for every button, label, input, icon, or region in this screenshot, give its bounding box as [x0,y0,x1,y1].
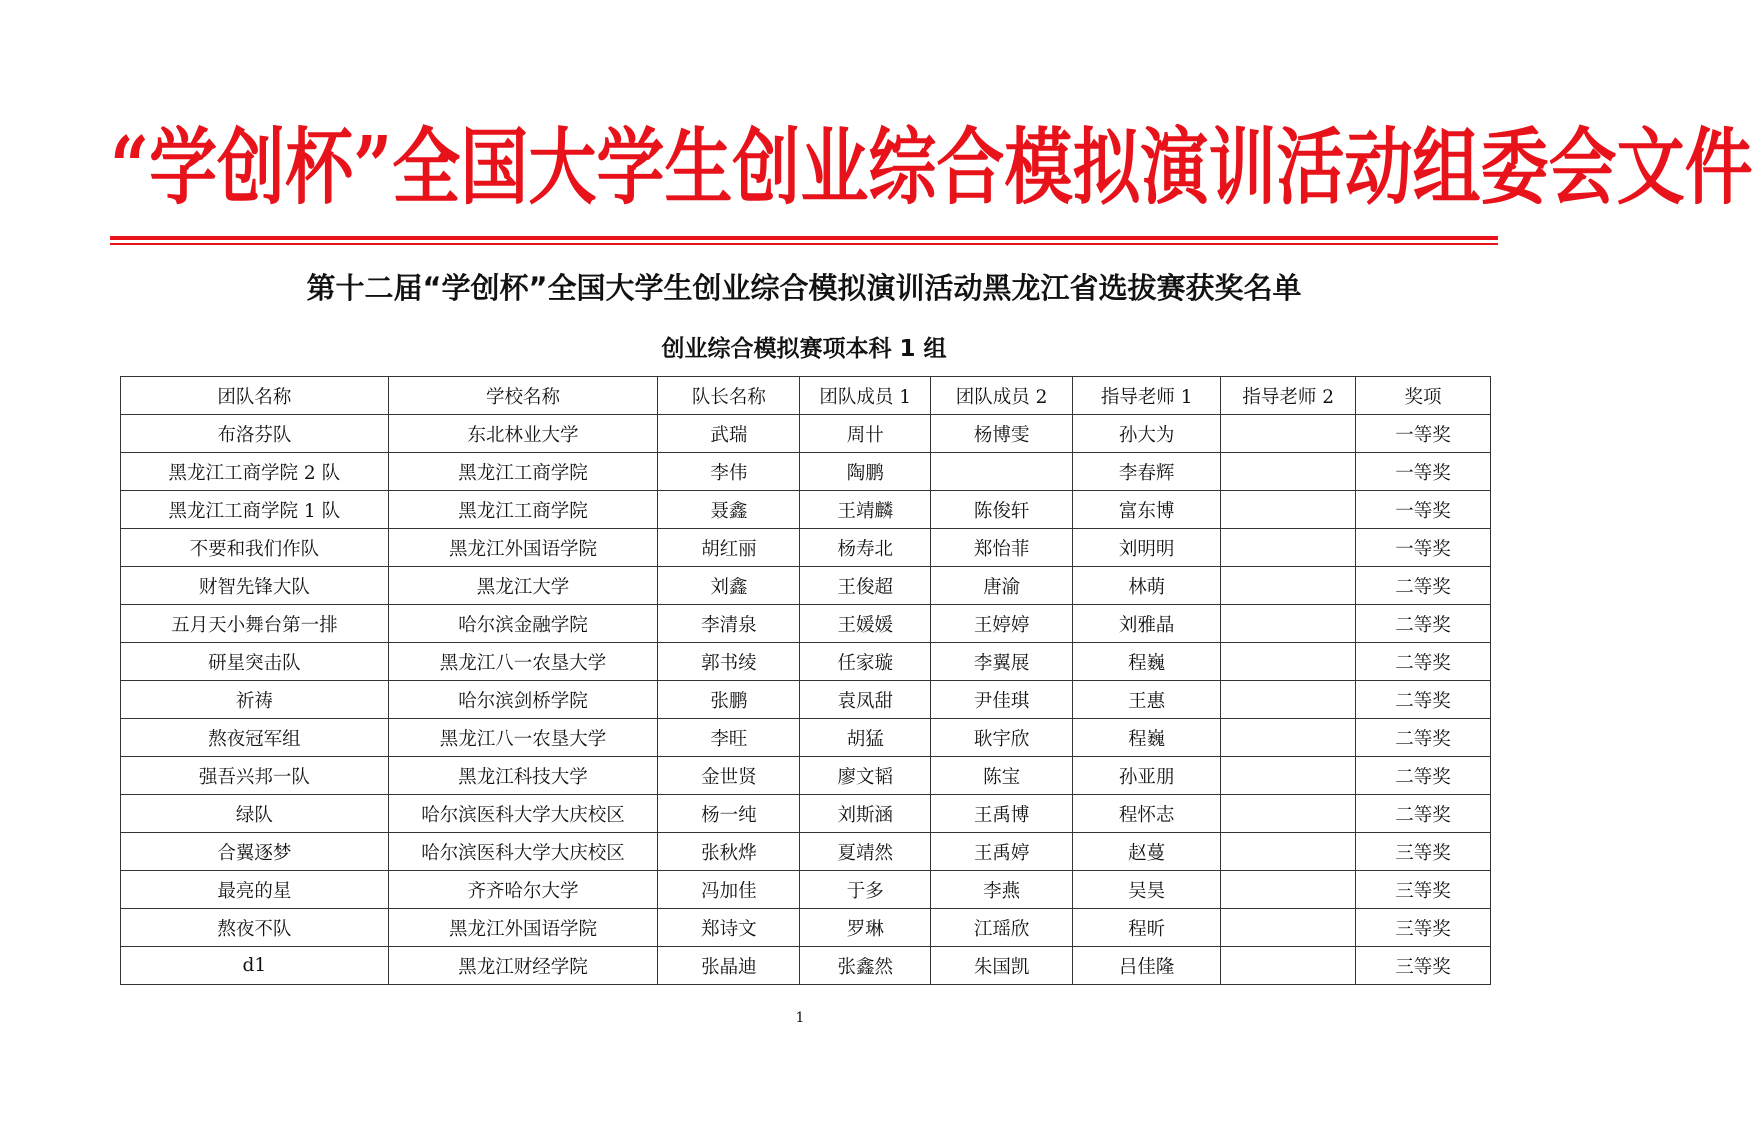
table-cell: 程怀志 [1073,795,1221,833]
table-cell: 程昕 [1073,909,1221,947]
table-row [121,795,1491,833]
table-row [121,947,1491,985]
table-row [121,833,1491,871]
table-cell: 黑龙江大学 [388,567,658,605]
table-cell: 熬夜不队 [121,909,389,947]
masthead-char: 模 [1004,119,1073,217]
org-masthead-title [110,118,1753,218]
table-cell: 廖文韬 [800,757,931,795]
masthead-char: ” [353,119,393,217]
table-cell: 财智先锋大队 [121,567,389,605]
masthead-char: 动 [1344,119,1413,217]
table-cell: 袁凤甜 [800,681,931,719]
table-cell: 齐齐哈尔大学 [388,871,658,909]
table-cell: 郭书绫 [658,643,800,681]
masthead-char: 委 [1480,119,1549,217]
table-cell [1221,681,1356,719]
masthead-divider-thin [110,243,1498,245]
table-cell: 程巍 [1073,719,1221,757]
masthead-char: “ [110,119,150,217]
table-cell [1221,909,1356,947]
table-cell [1221,529,1356,567]
table-cell: 聂鑫 [658,491,800,529]
table-cell: 绿队 [121,795,389,833]
table-cell: 一等奖 [1356,453,1491,491]
table-cell: 杨寿北 [800,529,931,567]
table-row [121,909,1491,947]
table-cell: 于多 [800,871,931,909]
table-cell: 刘鑫 [658,567,800,605]
masthead-char: 训 [1208,119,1277,217]
table-cell: 哈尔滨剑桥学院 [388,681,658,719]
table-cell: 冯加佳 [658,871,800,909]
table-cell: 二等奖 [1356,795,1491,833]
table-cell: d1 [121,947,389,985]
table-cell: 唐渝 [931,567,1073,605]
table-cell: 强吾兴邦一队 [121,757,389,795]
table-cell: 王禹博 [931,795,1073,833]
table-cell: 李旺 [658,719,800,757]
table-cell: 二等奖 [1356,719,1491,757]
table-cell: 三等奖 [1356,833,1491,871]
table-cell [1221,415,1356,453]
table-cell: 李翼展 [931,643,1073,681]
table-cell: 刘明明 [1073,529,1221,567]
table-cell [1221,643,1356,681]
table-cell: 胡猛 [800,719,931,757]
table-cell: 一等奖 [1356,491,1491,529]
document-title: 第十二届“学创杯”全国大学生创业综合模拟演训活动黑龙江省选拔赛获奖名单 [306,271,1302,305]
table-cell [1221,491,1356,529]
table-cell: 三等奖 [1356,871,1491,909]
column-header: 团队成员 2 [931,377,1073,415]
table-row [121,871,1491,909]
table-cell: 郑怡菲 [931,529,1073,567]
table-cell: 二等奖 [1356,681,1491,719]
table-cell [1221,757,1356,795]
table-cell: 李清泉 [658,605,800,643]
table-cell: 二等奖 [1356,605,1491,643]
table-cell: 杨一纯 [658,795,800,833]
masthead-char: 创 [732,119,801,217]
masthead-char: 合 [936,119,1005,217]
table-row [121,757,1491,795]
masthead-char: 业 [800,119,869,217]
masthead-char: 全 [392,119,461,217]
table-cell: 林萌 [1073,567,1221,605]
table-row [121,491,1491,529]
masthead-char: 大 [528,119,597,217]
masthead-char: 件 [1684,119,1753,217]
table-cell: 张鹏 [658,681,800,719]
table-cell: 黑龙江外国语学院 [388,529,658,567]
table-cell: 研星突击队 [121,643,389,681]
table-cell: 尹佳琪 [931,681,1073,719]
column-header: 奖项 [1356,377,1491,415]
table-cell: 周卄 [800,415,931,453]
table-cell: 任家璇 [800,643,931,681]
page-number: 1 [795,1010,805,1026]
masthead-char: 会 [1548,119,1617,217]
table-cell [1221,719,1356,757]
masthead-char: 组 [1412,119,1481,217]
table-cell: 李燕 [931,871,1073,909]
table-cell: 金世贤 [658,757,800,795]
table-cell [1221,833,1356,871]
table-cell: 黑龙江工商学院 1 队 [121,491,389,529]
table-cell [1221,453,1356,491]
table-cell: 黑龙江科技大学 [388,757,658,795]
masthead-char: 创 [217,119,286,217]
masthead-char: 演 [1140,119,1209,217]
column-header: 学校名称 [388,377,658,415]
table-cell: 陈宝 [931,757,1073,795]
table-row [121,605,1491,643]
table-cell: 黑龙江财经学院 [388,947,658,985]
column-header: 团队成员 1 [800,377,931,415]
table-row [121,453,1491,491]
table-row [121,719,1491,757]
document-subtitle: 创业综合模拟赛项本科 1 组 [661,336,947,362]
table-cell: 刘雅晶 [1073,605,1221,643]
masthead-char: 学 [149,119,218,217]
table-cell: 一等奖 [1356,529,1491,567]
table-cell: 黑龙江工商学院 [388,491,658,529]
table-cell: 祈祷 [121,681,389,719]
table-cell [931,453,1073,491]
table-cell: 王媛媛 [800,605,931,643]
table-cell: 王婷婷 [931,605,1073,643]
table-row [121,681,1491,719]
table-cell: 最亮的星 [121,871,389,909]
table-row [121,643,1491,681]
table-cell [1221,871,1356,909]
table-cell: 黑龙江八一农垦大学 [388,643,658,681]
table-cell: 耿宇欣 [931,719,1073,757]
table-cell: 布洛芬队 [121,415,389,453]
table-cell: 赵蔓 [1073,833,1221,871]
table-cell: 哈尔滨金融学院 [388,605,658,643]
table-cell: 黑龙江工商学院 2 队 [121,453,389,491]
table-body [121,415,1491,985]
table-cell [1221,567,1356,605]
masthead-char: 生 [664,119,733,217]
table-cell: 孙大为 [1073,415,1221,453]
table-cell: 江瑶欣 [931,909,1073,947]
table-cell: 熬夜冠军组 [121,719,389,757]
table-cell: 李伟 [658,453,800,491]
column-header: 指导老师 2 [1221,377,1356,415]
table-cell: 二等奖 [1356,567,1491,605]
table-cell: 王禹婷 [931,833,1073,871]
table-cell: 李春辉 [1073,453,1221,491]
awards-table [120,376,1491,985]
table-row [121,567,1491,605]
table-cell: 王惠 [1073,681,1221,719]
table-cell: 哈尔滨医科大学大庆校区 [388,833,658,871]
table-cell: 不要和我们作队 [121,529,389,567]
table-cell [1221,947,1356,985]
table-header-row [121,377,1491,415]
table-cell: 东北林业大学 [388,415,658,453]
table-cell: 刘斯涵 [800,795,931,833]
column-header: 团队名称 [121,377,389,415]
masthead-char: 活 [1276,119,1345,217]
table-cell: 黑龙江工商学院 [388,453,658,491]
table-cell [1221,795,1356,833]
masthead-char: 拟 [1072,119,1141,217]
masthead-char: 国 [460,119,529,217]
table-cell: 三等奖 [1356,909,1491,947]
table-cell: 五月天小舞台第一排 [121,605,389,643]
table-cell: 胡红丽 [658,529,800,567]
table-cell: 武瑞 [658,415,800,453]
masthead-char: 文 [1616,119,1685,217]
table-cell: 三等奖 [1356,947,1491,985]
table-cell: 孙亚朋 [1073,757,1221,795]
column-header: 指导老师 1 [1073,377,1221,415]
table-cell: 王靖麟 [800,491,931,529]
table-cell: 王俊超 [800,567,931,605]
table-cell: 张秋烨 [658,833,800,871]
table-cell: 二等奖 [1356,643,1491,681]
table-cell: 黑龙江外国语学院 [388,909,658,947]
table-cell: 吴昊 [1073,871,1221,909]
table-cell [1221,605,1356,643]
table-cell: 吕佳隆 [1073,947,1221,985]
table-cell: 二等奖 [1356,757,1491,795]
table-row [121,529,1491,567]
masthead-divider-thick [110,236,1498,240]
masthead-char: 学 [596,119,665,217]
table-cell: 黑龙江八一农垦大学 [388,719,658,757]
table-cell: 郑诗文 [658,909,800,947]
table-cell: 哈尔滨医科大学大庆校区 [388,795,658,833]
table-cell: 张鑫然 [800,947,931,985]
masthead-char: 杯 [285,119,354,217]
table-cell: 一等奖 [1356,415,1491,453]
column-header: 队长名称 [658,377,800,415]
table-cell: 富东博 [1073,491,1221,529]
table-cell: 合翼逐梦 [121,833,389,871]
table-cell: 朱国凯 [931,947,1073,985]
table-cell: 夏靖然 [800,833,931,871]
table-cell: 杨博雯 [931,415,1073,453]
table-cell: 程巍 [1073,643,1221,681]
table-cell: 陶鹏 [800,453,931,491]
table-cell: 陈俊轩 [931,491,1073,529]
table-cell: 罗琳 [800,909,931,947]
table-cell: 张晶迪 [658,947,800,985]
masthead-char: 综 [868,119,937,217]
table-row [121,415,1491,453]
